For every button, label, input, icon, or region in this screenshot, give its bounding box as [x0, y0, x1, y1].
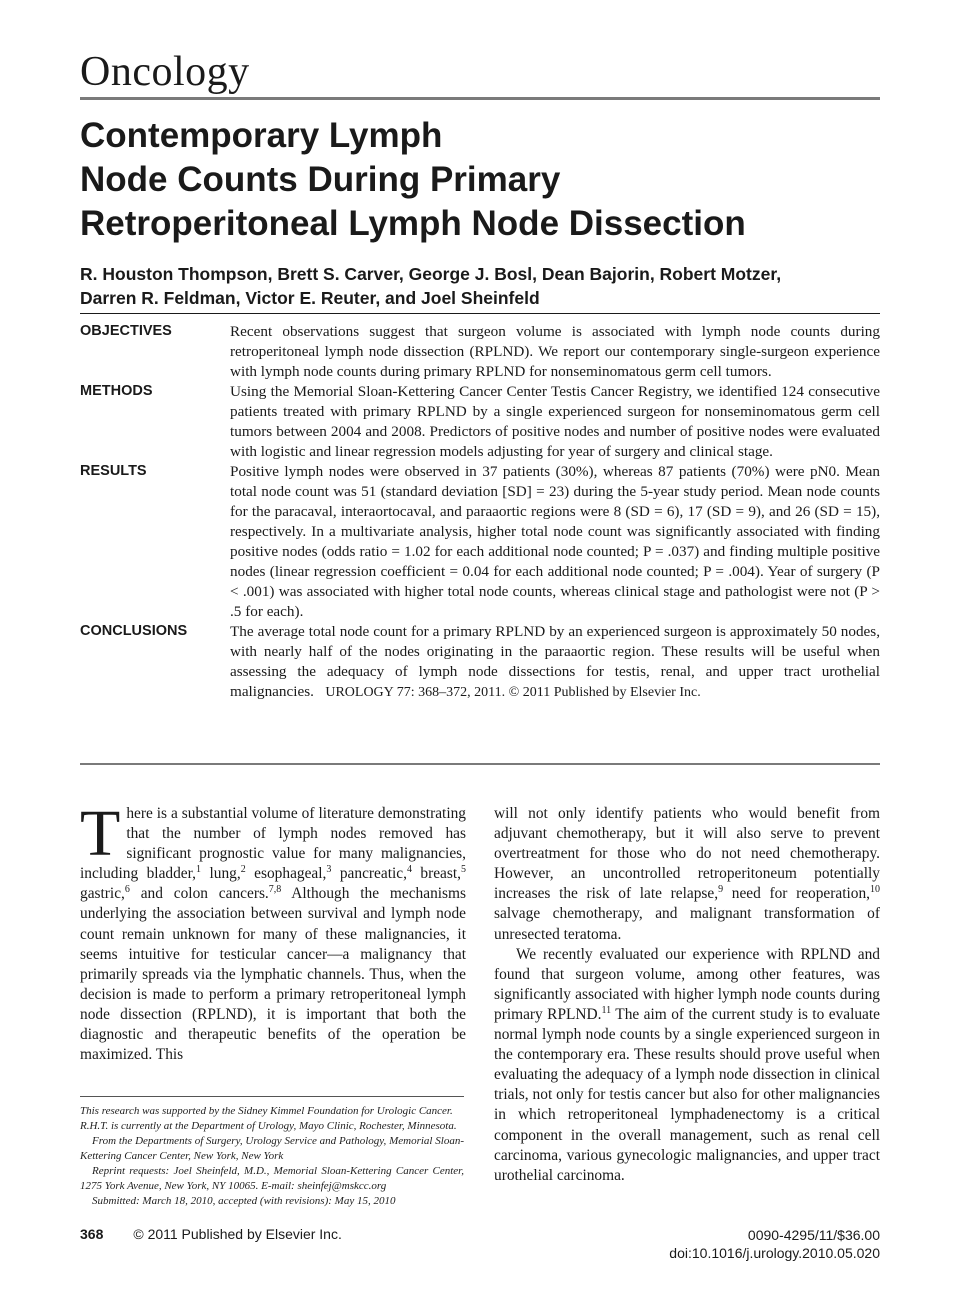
title-line: Retroperitoneal Lymph Node Dissection — [80, 204, 746, 243]
abstract-label: METHODS — [80, 383, 153, 399]
doi: doi:10.1016/j.urology.2010.05.020 — [669, 1245, 880, 1261]
abstract-text: Using the Memorial Sloan-Kettering Cancer Center Testis Cancer Registry, we identified 124 consecutive patients treated with primary RPLND by a single experienced surgeon for nonseminomatous germ cell tumors between 2004 and 2008. Predictors of positive nodes and number of positive nodes were evaluated with logistic and linear regression models adjusting for year of surgery and clinical stage. — [230, 383, 880, 460]
footer-left — [80, 1226, 342, 1242]
abstract-label: OBJECTIVES — [80, 323, 172, 339]
conclusions-text: The average total node count for a primary RPLND by an experienced surgeon is approximately 50 nodes, with nearly half of the nodes originating in the paraaortic region. These results will be useful when assessing the adequacy of lymph node dissections for testis, renal, and upper tract urothelial malignancies. — [230, 623, 880, 700]
footnotes — [80, 1104, 464, 1209]
author-line: R. Houston Thompson, Brett S. Carver, George J. Bosl, Dean Bajorin, Robert Motzer, — [80, 264, 782, 284]
abstract-conclusions — [80, 622, 880, 703]
intro-paragraph: There is a substantial volume of literature demonstrating that the number of lymph nodes removed has significant prognostic value for many malignancies, including bladder,$^1$ lung,$^2$ esophageal,$^3$ pancreatic,$^4$ breast,$^5$ gastric,$^6$ and colon cancers.$^{7,8}$ Although the mechanisms underlying the association between survival and lymph node count remain unknown for many of these malignancies, it seems intuitive for testicular cancer—a malignancy that primarily spreads via the lymphatic channels. Thus, when the decision is made to perform a primary retroperitoneal lymph node dissection (RPLND), it is important that both the diagnostic and therapeutic benefits of the operation be maximized. This — [80, 797, 467, 1064]
title-line: Node Counts During Primary — [80, 160, 561, 199]
abstract-label: CONCLUSIONS — [80, 623, 188, 639]
abstract-label: RESULTS — [80, 463, 147, 479]
abstract-text: Positive lymph nodes were observed in 37 patients (30%), whereas 87 patients (70%) were pN0. Mean total node count was 51 (standard deviation [SD] = 23) during the 5-year study period. Mean node counts for the paracaval, interaortocaval, and paraaortic regions were 8 (SD = 6), 17 (SD = 9), and 26 (SD = 15), respectively. In a multivariate analysis, higher total node count was significantly associated with finding positive nodes (odds ratio = 1.02 for each additional node counted; P = .037) and finding multiple positive nodes (linear regression coefficient = 0.04 for each additional node counted; P = .004). Year of surgery (P < .001) was associated with higher total node counts, whereas clinical stage and pathologist were not (P > .5 for each). — [230, 463, 880, 620]
abstract-rule-bottom — [80, 763, 880, 765]
journal-citation: UROLOGY 77: 368–372, 2011. © 2011 Published by Elsevier Inc. — [325, 685, 701, 700]
issn: 0090-4295/11/$36.00 — [747, 1227, 880, 1243]
body-paragraph: We recently evaluated our experience with RPLND and found that surgeon volume, among other features, was significantly associated with higher lymph node counts during primary RPLND.$^{11}$ The aim of the current study is to evaluate normal lymph node counts by a single experienced surgeon in the contemporary era. These results should prove useful when evaluating the adequacy of a lymph node dissection in clinical trials, not only for testis cancer but also for other malignancies in which retroperitoneal lymphadenectomy is a critical component in the overall management, such as renal cell carcinoma, various gynecologic malignancies, and upper tract urothelial carcinoma. — [494, 945, 880, 1184]
abstract-text: Recent observations suggest that surgeon volume is associated with lymph node counts during retroperitoneal lymph node dissection (RPLND). We report our contemporary single-surgeon experience with lymph node counts during primary RPLND for nonseminomatous germ cell tumors. — [230, 323, 880, 380]
abstract-objectives — [80, 322, 880, 382]
footnote-affiliation-note: R.H.T. is currently at the Department of Urology, Mayo Clinic, Rochester, Minnesota. — [80, 1120, 457, 1132]
body-column-right — [494, 804, 880, 1186]
body-column-left — [80, 797, 467, 1065]
abstract-rule-top — [80, 313, 880, 314]
footnote-support: This research was supported by the Sidney Kimmel Foundation for Urologic Cancer. — [80, 1105, 453, 1117]
section-title: Oncology — [80, 49, 250, 95]
footnote-rule — [80, 1096, 464, 1097]
page-number: 368 — [80, 1226, 104, 1242]
footnote-departments: From the Departments of Surgery, Urology Service and Pathology, Memorial Sloan-Kettering Cancer Center, New York, New York — [80, 1135, 464, 1162]
author-list — [80, 262, 880, 310]
abstract — [80, 322, 880, 703]
footnote-dates: Submitted: March 18, 2010, accepted (with revisions): May 15, 2010 — [92, 1195, 396, 1207]
title-line: Contemporary Lymph — [80, 116, 443, 155]
header-rule — [80, 97, 880, 100]
abstract-results — [80, 462, 880, 622]
author-line: Darren R. Feldman, Victor E. Reuter, and Joel Sheinfeld — [80, 288, 540, 308]
body-paragraph: will not only identify patients who would benefit from adjuvant chemotherapy, but it will also serve to prevent overtreatment for those who do not need chemotherapy. However, an uncontrolled retroperitoneum potentially increases the risk of late relapse,$^9$ need for reoperation,$^{10}$ salvage chemotherapy, and malignant transformation of unresected teratoma. — [494, 805, 880, 943]
article-title — [80, 114, 880, 246]
drop-cap: T — [80, 797, 121, 870]
footer-publisher: © 2011 Published by Elsevier Inc. — [133, 1226, 342, 1242]
email-link[interactable]: sheinfej@mskcc.org — [297, 1180, 387, 1192]
abstract-text — [230, 622, 880, 703]
footer-right — [669, 1226, 880, 1262]
footnote-reprint: Reprint requests: Joel Sheinfeld, M.D., Memorial Sloan-Kettering Cancer Center, 1275 York Avenue, New York, NY 10065. E-mail: sheinfej@mskcc.org — [80, 1165, 464, 1192]
abstract-methods — [80, 382, 880, 462]
